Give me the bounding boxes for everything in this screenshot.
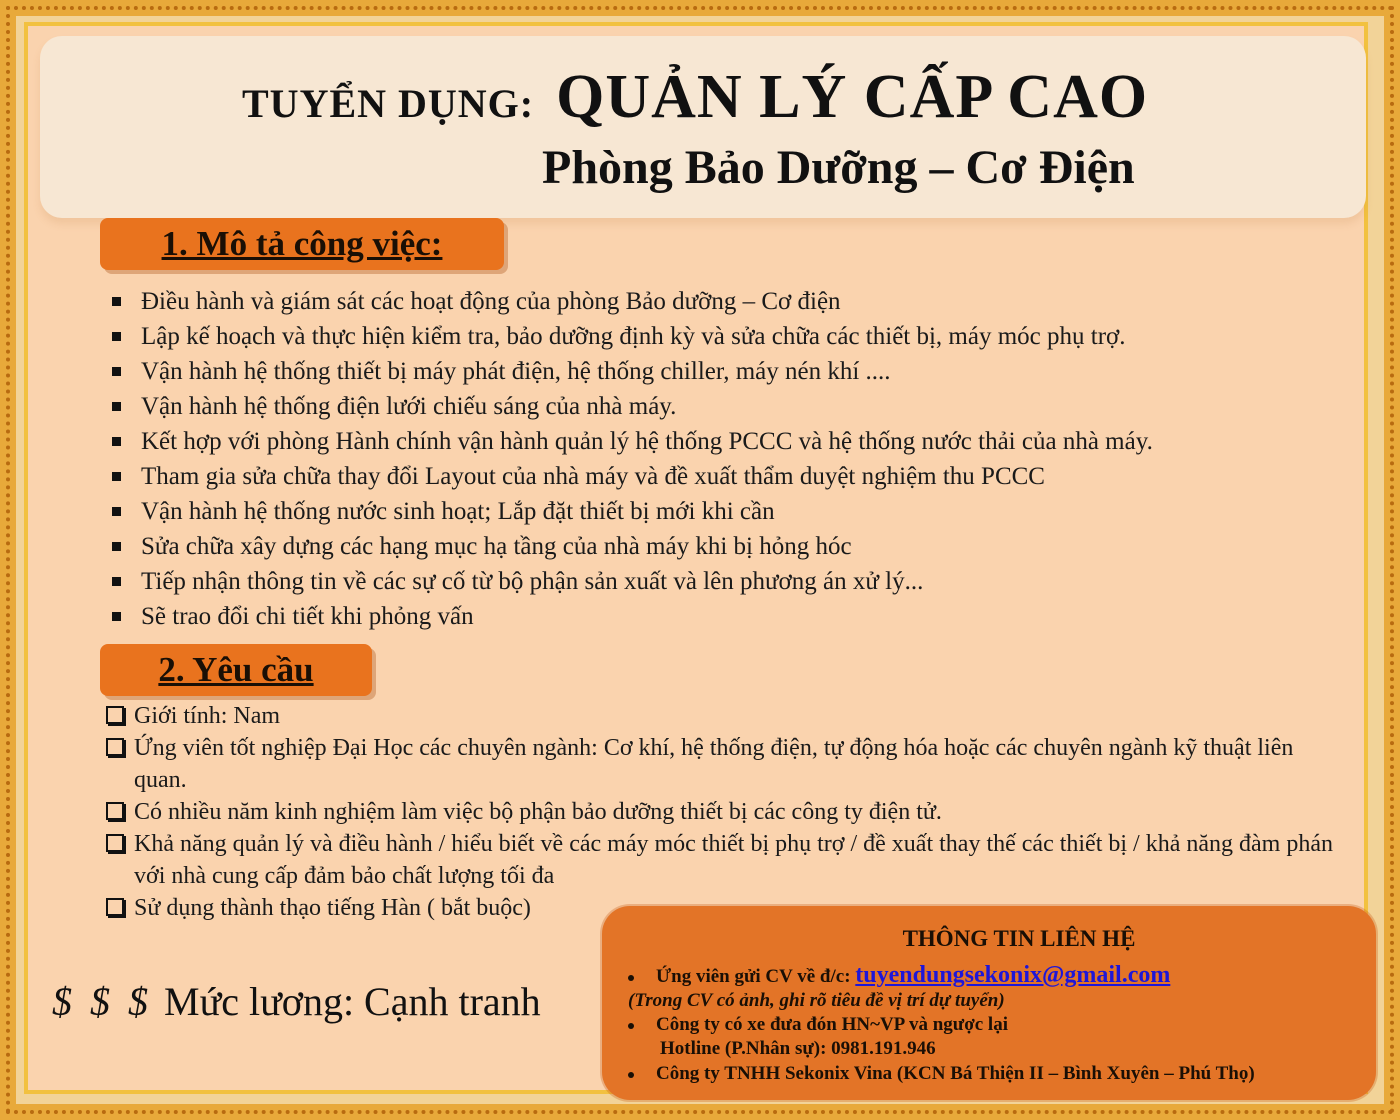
checkbox-square-icon — [106, 802, 124, 820]
list-item: Có nhiều năm kinh nghiệm làm việc bộ phận bảo dưỡng thiết bị các công ty điện tử. — [104, 796, 1334, 828]
checkbox-square-icon — [106, 898, 124, 916]
square-bullet-icon — [112, 402, 121, 411]
email-link[interactable]: tuyendungsekonix@gmail.com — [855, 962, 1171, 988]
list-item: Tham gia sửa chữa thay đổi Layout của nhà máy và đề xuất thẩm duyệt nghiệm thu PCCC — [112, 459, 1153, 494]
salary-text: Mức lương: Cạnh tranh — [164, 979, 541, 1024]
contact-company-line: Công ty TNHH Sekonix Vina (KCN Bá Thiện II – Bình Xuyên – Phú Thọ) — [628, 1063, 1255, 1085]
list-item: Khả năng quản lý và điều hành / hiểu biết về các máy móc thiết bị phụ trợ / đề xuất thay thế các thiết bị / khả năng đàm phán với nhà cung cấp đảm bảo chất lượng tối đa — [104, 828, 1334, 892]
square-bullet-icon — [112, 507, 121, 516]
square-bullet-icon — [112, 437, 121, 446]
cv-note: (Trong CV có ảnh, ghi rõ tiêu đề vị trí dự tuyển) — [628, 990, 1005, 1011]
square-bullet-icon — [112, 577, 121, 586]
page-title — [242, 62, 1148, 133]
bullet-icon — [628, 1023, 634, 1029]
square-bullet-icon — [112, 367, 121, 376]
cv-label: Ứng viên gửi CV về đ/c: — [656, 966, 851, 987]
square-bullet-icon — [112, 612, 121, 621]
checkbox-square-icon — [106, 834, 124, 852]
contact-title: THÔNG TIN LIÊN HỆ — [902, 926, 1136, 951]
hotline: Hotline (P.Nhân sự): 0981.191.946 — [660, 1038, 936, 1059]
list-item: Điều hành và giám sát các hoạt động của phòng Bảo dưỡng – Cơ điện — [112, 284, 1153, 319]
contact-shuttle-line: Công ty có xe đưa đón HN~VP và ngược lại — [628, 1014, 1008, 1036]
page-subtitle: Phòng Bảo Dưỡng – Cơ Điện — [542, 141, 1135, 194]
checkbox-square-icon — [106, 706, 124, 724]
salary-line — [52, 978, 541, 1025]
dollar-icon: $ $ $ — [52, 979, 152, 1024]
list-item: Giới tính: Nam — [104, 700, 1334, 732]
square-bullet-icon — [112, 332, 121, 341]
list-item: Vận hành hệ thống thiết bị máy phát điện, hệ thống chiller, máy nén khí .... — [112, 354, 1153, 389]
square-bullet-icon — [112, 542, 121, 551]
list-item: Sử dụng thành thạo tiếng Hàn ( bắt buộc) — [104, 892, 1334, 924]
list-item: Vận hành hệ thống nước sinh hoạt; Lắp đặt thiết bị mới khi cần — [112, 494, 1153, 529]
list-item: Ứng viên tốt nghiệp Đại Học các chuyên ngành: Cơ khí, hệ thống điện, tự động hóa hoặc các chuyên ngành kỹ thuật liên quan. — [104, 732, 1334, 796]
section-heading-requirements: 2. Yêu cầu — [100, 644, 372, 696]
list-item: Lập kế hoạch và thực hiện kiểm tra, bảo dưỡng định kỳ và sửa chữa các thiết bị, máy móc phụ trợ. — [112, 319, 1153, 354]
checkbox-square-icon — [106, 738, 124, 756]
square-bullet-icon — [112, 297, 121, 306]
title-prefix: TUYỂN DỤNG: — [242, 81, 535, 126]
square-bullet-icon — [112, 472, 121, 481]
job-description-list — [112, 284, 1153, 634]
list-item: Vận hành hệ thống điện lưới chiếu sáng của nhà máy. — [112, 389, 1153, 424]
contact-cv-line — [628, 962, 1170, 989]
list-item: Sửa chữa xây dựng các hạng mục hạ tầng của nhà máy khi bị hỏng hóc — [112, 529, 1153, 564]
bullet-icon — [628, 1072, 634, 1078]
section-heading-job-description: 1. Mô tả công việc: — [100, 218, 504, 270]
contact-info-box — [602, 906, 1376, 1100]
title-main: QUẢN LÝ CẤP CAO — [556, 63, 1149, 131]
list-item: Sẽ trao đổi chi tiết khi phỏng vấn — [112, 599, 1153, 634]
list-item: Kết hợp với phòng Hành chính vận hành quản lý hệ thống PCCC và hệ thống nước thải của nhà máy. — [112, 424, 1153, 459]
list-item: Tiếp nhận thông tin về các sự cố từ bộ phận sản xuất và lên phương án xử lý... — [112, 564, 1153, 599]
bullet-icon — [628, 975, 634, 981]
requirements-list — [104, 700, 1334, 924]
